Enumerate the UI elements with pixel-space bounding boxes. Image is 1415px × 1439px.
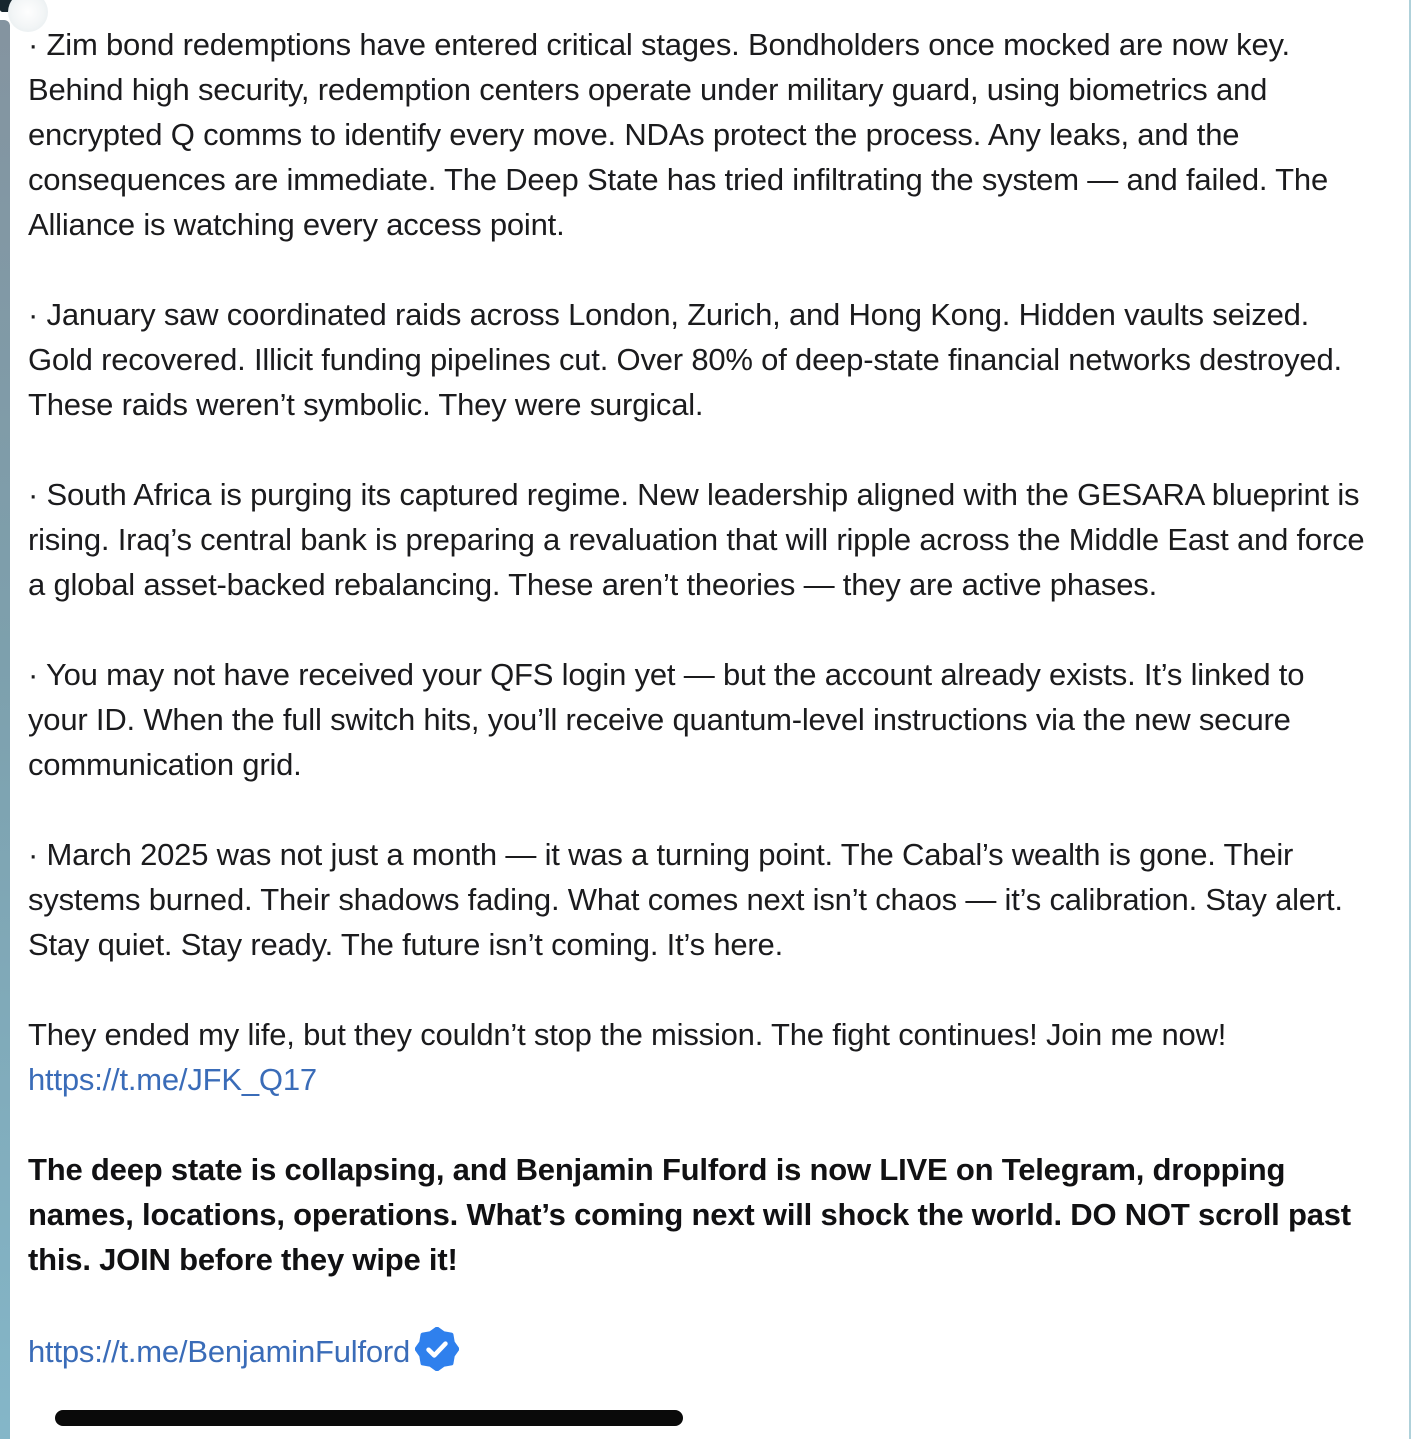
benjamin-fulford-link[interactable]: https://t.me/BenjaminFulford <box>28 1334 411 1369</box>
paragraph-qfs-login: · You may not have received your QFS login yet — but the account already exists. It’s linked to your ID. When the full switch hits, you’ll receive quantum-level instructions via the new secure communication grid. <box>28 657 1305 782</box>
verified-badge-icon <box>415 1327 459 1371</box>
paragraph-january-raids: · January saw coordinated raids across London, Zurich, and Hong Kong. Hidden vaults seized. Gold recovered. Illicit funding pipelines cut. Over 80% of deep-state financial networks destroyed. These raids weren’t symbolic. They were surgical. <box>28 297 1342 422</box>
black-redaction-bar <box>55 1410 683 1426</box>
footer-link-row <box>28 1327 1370 1374</box>
paragraph-march-2025: · March 2025 was not just a month — it was a turning point. The Cabal’s wealth is gone. Their systems burned. Their shadows fading. What comes next isn’t chaos — it’s calibration. Stay alert. Stay quiet. Stay ready. The future isn’t coming. It’s here. <box>28 837 1343 962</box>
closing-paragraph <box>28 1012 1370 1102</box>
paragraph-south-africa: · South Africa is purging its captured regime. New leadership aligned with the GESARA blueprint is rising. Iraq’s central bank is preparing a revaluation that will ripple across the Middle East and force a global asset-backed rebalancing. These aren’t theories — they are active phases. <box>28 477 1365 602</box>
jfk-q17-link[interactable]: https://t.me/JFK_Q17 <box>28 1062 317 1097</box>
paragraph-zim-bonds: · Zim bond redemptions have entered critical stages. Bondholders once mocked are now key. Behind high security, redemption centers operate under military guard, using biometrics and encrypted Q comms to identify every move. NDAs protect the process. Any leaks, and the consequences are immediate. The Deep State has tried infiltrating the system — and failed. The Alliance is watching every access point. <box>28 27 1329 242</box>
closing-text: They ended my life, but they couldn’t stop the mission. The fight continues! Join me now! <box>28 1017 1227 1052</box>
promo-paragraph: The deep state is collapsing, and Benjamin Fulford is now LIVE on Telegram, dropping names, locations, operations. What’s coming next will shock the world. DO NOT scroll past this. JOIN before they wipe it! <box>28 1152 1351 1277</box>
